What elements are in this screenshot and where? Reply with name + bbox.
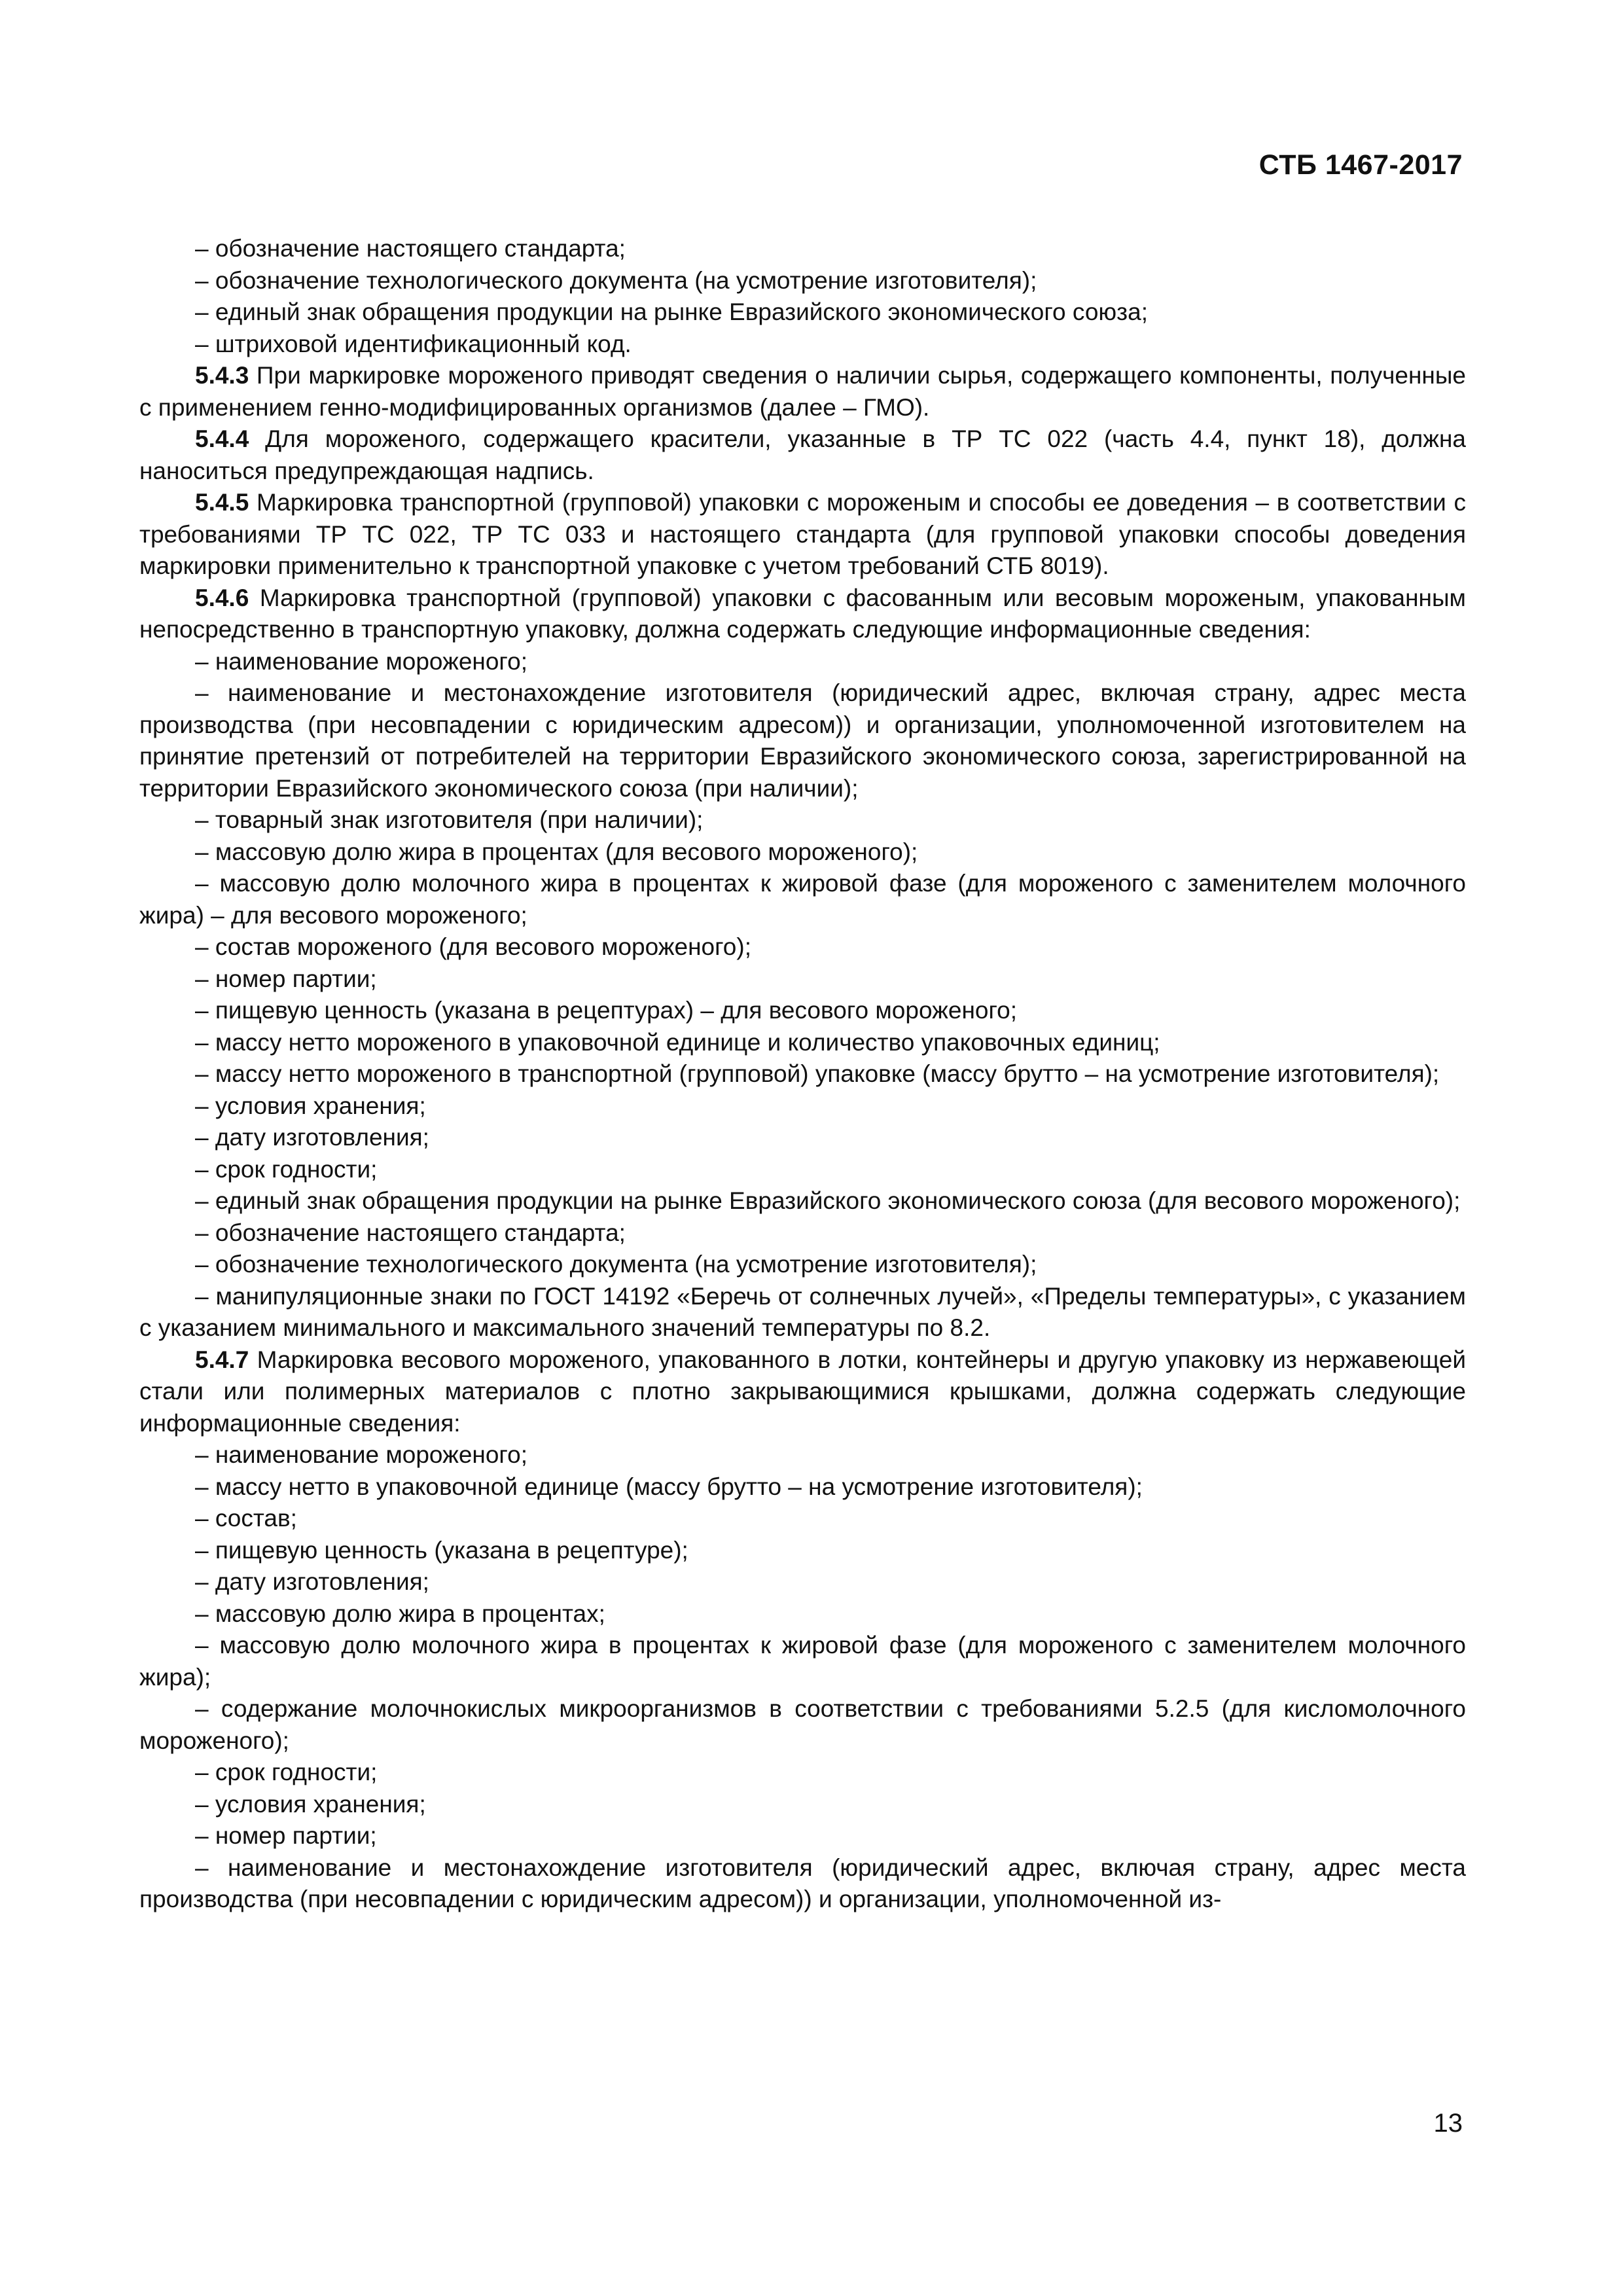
clause-paragraph — [139, 583, 1466, 646]
paragraph-text: – обозначение настоящего стандарта; — [195, 1219, 626, 1246]
list-item — [139, 1439, 1466, 1471]
list-item — [139, 1154, 1466, 1186]
paragraph-text: – единый знак обращения продукции на рынке Евразийского экономического союза (для весового мороженого); — [195, 1187, 1461, 1214]
paragraph-text: – содержание молочнокислых микроорганизмов в соответствии с требованиями 5.2.5 (для кисломолочного мороженого); — [139, 1695, 1466, 1754]
clause-paragraph — [139, 487, 1466, 583]
clause-number: 5.4.6 — [195, 584, 249, 611]
paragraph-text: – условия хранения; — [195, 1092, 426, 1119]
paragraph-text: Маркировка весового мороженого, упакованного в лотки, контейнеры и другую упаковку из нержавеющей стали или полимерных материалов с плотно закрывающимися крышками, должна содержать следующие информационные сведения: — [139, 1346, 1466, 1437]
list-item — [139, 1027, 1466, 1059]
list-item — [139, 963, 1466, 996]
paragraph-text: – единый знак обращения продукции на рынке Евразийского экономического союза; — [195, 298, 1148, 325]
clause-paragraph — [139, 360, 1466, 423]
list-item — [139, 1852, 1466, 1916]
list-item — [139, 1566, 1466, 1598]
paragraph-text: – условия хранения; — [195, 1790, 426, 1818]
paragraph-text: – пищевую ценность (указана в рецептуре); — [195, 1536, 688, 1564]
list-item — [139, 1185, 1466, 1217]
paragraph-text: – пищевую ценность (указана в рецептурах) – для весового мороженого; — [195, 997, 1017, 1024]
clause-paragraph — [139, 1344, 1466, 1440]
paragraph-text: Маркировка транспортной (групповой) упаковки с мороженым и способы ее доведения – в соответствии с требованиями ТР ТС 022, ТР ТС 033 и настоящего стандарта (для групповой упаковки способы доведения маркировки применительно к транспортной упаковке с учетом требований СТБ 8019). — [139, 489, 1466, 579]
paragraph-text: – номер партии; — [195, 965, 377, 992]
list-item — [139, 804, 1466, 836]
paragraph-text: – массовую долю жира в процентах (для весового мороженого); — [195, 838, 918, 865]
paragraph-text: – массовую долю молочного жира в процентах к жировой фазе (для мороженого с заменителем молочного жира); — [139, 1632, 1466, 1691]
list-item — [139, 868, 1466, 931]
paragraph-text: – состав мороженого (для весового мороженого); — [195, 933, 751, 960]
list-item — [139, 1281, 1466, 1344]
paragraph-text: – товарный знак изготовителя (при наличии); — [195, 806, 704, 833]
clause-number: 5.4.5 — [195, 489, 249, 516]
paragraph-text: Маркировка транспортной (групповой) упаковки с фасованным или весовым мороженым, упакованным непосредственно в транспортную упаковку, должна содержать следующие информационные сведения: — [139, 584, 1466, 643]
paragraph-text: – срок годности; — [195, 1155, 378, 1183]
paragraph-text: – наименование мороженого; — [195, 647, 527, 675]
list-item — [139, 265, 1466, 297]
list-item — [139, 931, 1466, 963]
list-item — [139, 1789, 1466, 1821]
paragraph-text: – массовую долю жира в процентах; — [195, 1600, 605, 1627]
paragraph-text: – манипуляционные знаки по ГОСТ 14192 «Беречь от солнечных лучей», «Пределы температуры», с указанием с указанием минимального и максимального значений температуры по 8.2. — [139, 1282, 1466, 1341]
paragraph-text: – срок годности; — [195, 1759, 378, 1785]
list-item — [139, 1217, 1466, 1249]
clause-number: 5.4.4 — [195, 425, 249, 452]
list-item — [139, 1820, 1466, 1852]
list-item — [139, 1058, 1466, 1090]
clause-number: 5.4.7 — [195, 1346, 249, 1373]
list-item — [139, 1503, 1466, 1535]
paragraph-text: – массу нетто мороженого в упаковочной единице и количество упаковочных единиц; — [195, 1028, 1160, 1056]
list-item — [139, 1249, 1466, 1281]
paragraph-text: Для мороженого, содержащего красители, указанные в ТР ТС 022 (часть 4.4, пункт 18), должна наноситься предупреждающая надпись. — [139, 425, 1466, 484]
list-item — [139, 1122, 1466, 1154]
list-item — [139, 233, 1466, 265]
paragraph-text: – массу нетто мороженого в транспортной (групповой) упаковке (массу брутто – на усмотрение изготовителя); — [195, 1060, 1440, 1087]
paragraph-text: – обозначение технологического документа (на усмотрение изготовителя); — [195, 1251, 1037, 1278]
paragraph-text: – массу нетто в упаковочной единице (массу брутто – на усмотрение изготовителя); — [195, 1473, 1143, 1500]
list-item — [139, 677, 1466, 804]
list-item — [139, 1693, 1466, 1757]
list-item — [139, 1090, 1466, 1122]
list-item — [139, 1630, 1466, 1693]
paragraph-text: – обозначение настоящего стандарта; — [195, 235, 626, 262]
list-item — [139, 1535, 1466, 1567]
body-text — [139, 233, 1466, 1916]
paragraph-text: – массовую долю молочного жира в процентах к жировой фазе (для мороженого с заменителем молочного жира) – для весового мороженого; — [139, 870, 1466, 929]
paragraph-text: – состав; — [195, 1505, 297, 1532]
paragraph-text: – штриховой идентификационный код. — [195, 330, 632, 357]
paragraph-text: – обозначение технологического документа (на усмотрение изготовителя); — [195, 266, 1037, 294]
clause-number: 5.4.3 — [195, 362, 249, 389]
standard-code: СТБ 1467-2017 — [1258, 149, 1463, 181]
list-item — [139, 995, 1466, 1027]
list-item — [139, 1598, 1466, 1630]
paragraph-text: – дату изготовления; — [195, 1124, 429, 1151]
list-item — [139, 329, 1466, 361]
list-item — [139, 836, 1466, 869]
paragraph-text: – наименование и местонахождение изготовителя (юридический адрес, включая страну, адрес места производства (при несовпадении с юридическим адресом)) и организации, уполномоченной из- — [139, 1854, 1466, 1912]
clause-paragraph — [139, 423, 1466, 487]
list-item — [139, 1757, 1466, 1789]
page-number: 13 — [1433, 2109, 1463, 2138]
paragraph-text: – номер партии; — [195, 1822, 377, 1849]
list-item — [139, 646, 1466, 678]
list-item — [139, 1471, 1466, 1503]
paragraph-text: – наименование и местонахождение изготовителя (юридический адрес, включая страну, адрес места производства (при несовпадении с юридическим адресом)) и организации, уполномоченной изготовителем на принятие претензий от потребителей на территории Евразийского экономического союза, зарегистрированной на территории Евразийского экономического союза (при наличии); — [139, 679, 1466, 802]
list-item — [139, 296, 1466, 329]
paragraph-text: При маркировке мороженого приводят сведения о наличии сырья, содержащего компоненты, полученные с применением генно-модифицированных организмов (далее – ГМО). — [139, 362, 1466, 421]
paragraph-text: – дату изготовления; — [195, 1568, 429, 1595]
paragraph-text: – наименование мороженого; — [195, 1441, 527, 1468]
